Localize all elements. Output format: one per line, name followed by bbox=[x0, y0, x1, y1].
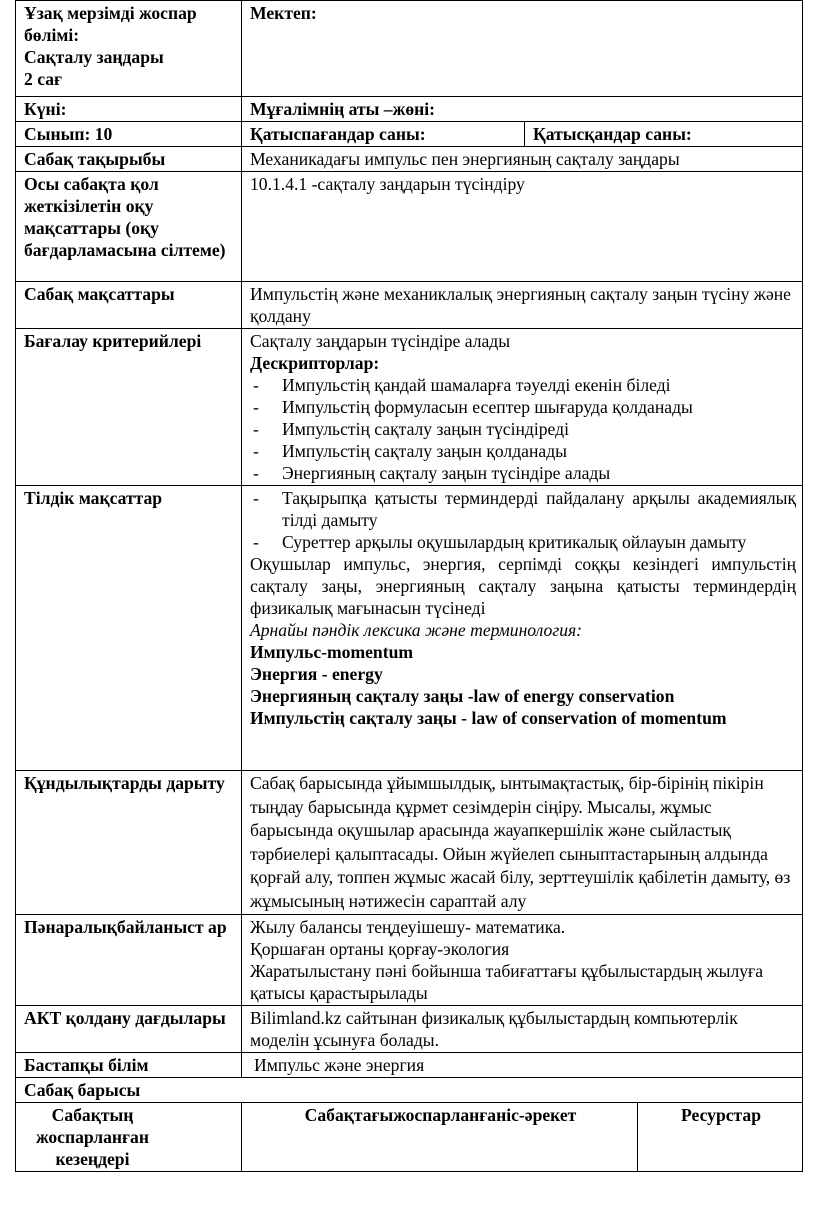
progress-title: Сабақ барысы bbox=[16, 1078, 803, 1103]
plan-section-line: 2 сағ bbox=[24, 69, 63, 89]
stage-column-header: Сабақтың жоспарланған кезеңдері bbox=[16, 1103, 242, 1172]
cross-curricular-line: Жылу балансы теңдеуішешу- математика. bbox=[250, 917, 566, 937]
vocab-term: Импульстің сақталу заңы - law of conservation of momentum bbox=[250, 708, 727, 728]
vocab-term: Энергия - energy bbox=[250, 664, 383, 684]
objectives-value: 10.1.4.1 -сақталу заңдарын түсіндіру bbox=[242, 172, 803, 282]
prior-knowledge-label: Бастапқы білім bbox=[16, 1053, 242, 1078]
vocab-title: Арнайы пәндік лексика және терминология: bbox=[250, 620, 583, 640]
descriptors-title: Дескрипторлар: bbox=[250, 353, 380, 373]
teacher-label: Мұғалімнің аты –жөні: bbox=[242, 97, 803, 122]
lesson-goals-value: Импульстің және механиклалық энергияның сақталу заңын түсіну және қолдану bbox=[242, 282, 803, 329]
values-value: Сабақ барысында ұйымшылдық, ынтымақтастық, бір-бірінің пікірін тыңдау барысында құрмет сезімдерін сіңіру. Мысалы, жұмыс барысында оқушылар арасында жауапкершілік және сыйластық тәрбиелері қалыптасады. Ойын жүйелеп сыныптастарының алдында қорғай алу, топпен жұмыс жасай білу, зерттеушілік қабілетін дамыту, өз жұмысының нәтижесін сараптай алу bbox=[242, 771, 803, 915]
descriptor-item: - Импульстің сақталу заңын түсіндіреді bbox=[253, 419, 569, 439]
cross-curricular-line: Қоршаған ортаны қорғау-экология bbox=[250, 939, 510, 959]
assessment-intro: Сақталу заңдарын түсіндіре алады bbox=[250, 331, 511, 351]
school-label: Мектеп: bbox=[242, 1, 803, 97]
cross-curricular-line: Жаратылыстану пәні бойынша табиғаттағы құбылыстардың жылуға қатысы қарастырылады bbox=[250, 961, 764, 1003]
activity-column-header: Сабақтағыжоспарланғаніс-әрекет bbox=[242, 1103, 638, 1172]
absent-label: Қатыспағандар саны: bbox=[242, 122, 525, 147]
plan-section-line: Ұзақ мерзімді жоспар bbox=[24, 3, 197, 23]
cross-curricular-label: Пәнаралықбайланыст ар bbox=[16, 915, 242, 1006]
cross-curricular-cell bbox=[242, 915, 803, 1006]
language-label: Тілдік мақсаттар bbox=[16, 486, 242, 771]
lesson-plan-table bbox=[15, 0, 803, 1172]
vocab-term: Импульс-momentum bbox=[250, 642, 414, 662]
assessment-cell bbox=[242, 329, 803, 486]
language-paragraph: Оқушылар импульс, энергия, серпімді соққы кезіндегі импульстің сақталу заңы, энергияның сақталу заңына қатысты терминдердің физикалық мағынасын түсінеді bbox=[250, 554, 797, 618]
date-label: Күні: bbox=[16, 97, 242, 122]
vocab-term: Энергияның сақталу заңы -law of energy conservation bbox=[250, 686, 675, 706]
values-label: Құндылықтарды дарыту bbox=[16, 771, 242, 915]
ict-label: АКТ қолдану дағдылары bbox=[16, 1006, 242, 1053]
resources-column-header: Ресурстар bbox=[638, 1103, 803, 1172]
plan-section-cell bbox=[16, 1, 242, 97]
descriptor-item: - Энергияның сақталу заңын түсіндіре алады bbox=[253, 463, 611, 483]
lesson-goals-label: Сабақ мақсаттары bbox=[16, 282, 242, 329]
language-item: - Суреттер арқылы оқушылардың критикалық ойлауын дамыту bbox=[253, 532, 747, 552]
present-label: Қатысқандар саны: bbox=[525, 122, 803, 147]
descriptor-item: - Импульстің сақталу заңын қолданады bbox=[253, 441, 567, 461]
topic-label: Сабақ тақырыбы bbox=[16, 147, 242, 172]
plan-section-line: Сақталу заңдары bbox=[24, 47, 164, 67]
plan-section-line: бөлімі: bbox=[24, 25, 80, 45]
descriptor-item: - Импульстің қандай шамаларға тәуелді екенін біледі bbox=[253, 375, 671, 395]
assessment-label: Бағалау критерийлері bbox=[16, 329, 242, 486]
topic-value: Механикадағы импульс пен энергияның сақталу заңдары bbox=[242, 147, 803, 172]
descriptor-item: - Импульстің формуласын есептер шығаруда қолданады bbox=[253, 397, 693, 417]
prior-knowledge-value: Импульс және энергия bbox=[242, 1053, 803, 1078]
language-cell bbox=[242, 486, 803, 771]
ict-value: Bilimland.kz сайтынан физикалық құбылыстардың компьютерлік моделін ұсынуға болады. bbox=[242, 1006, 803, 1053]
objectives-label: Осы сабақта қол жеткізілетін оқу мақсаттары (оқу бағдарламасына сілтеме) bbox=[16, 172, 242, 282]
lesson-plan bbox=[15, 0, 802, 1172]
language-item: - Тақырыпқа қатысты терминдерді пайдалану арқылы академиялық тілді дамыту bbox=[253, 488, 797, 530]
grade-label: Сынып: 10 bbox=[16, 122, 242, 147]
